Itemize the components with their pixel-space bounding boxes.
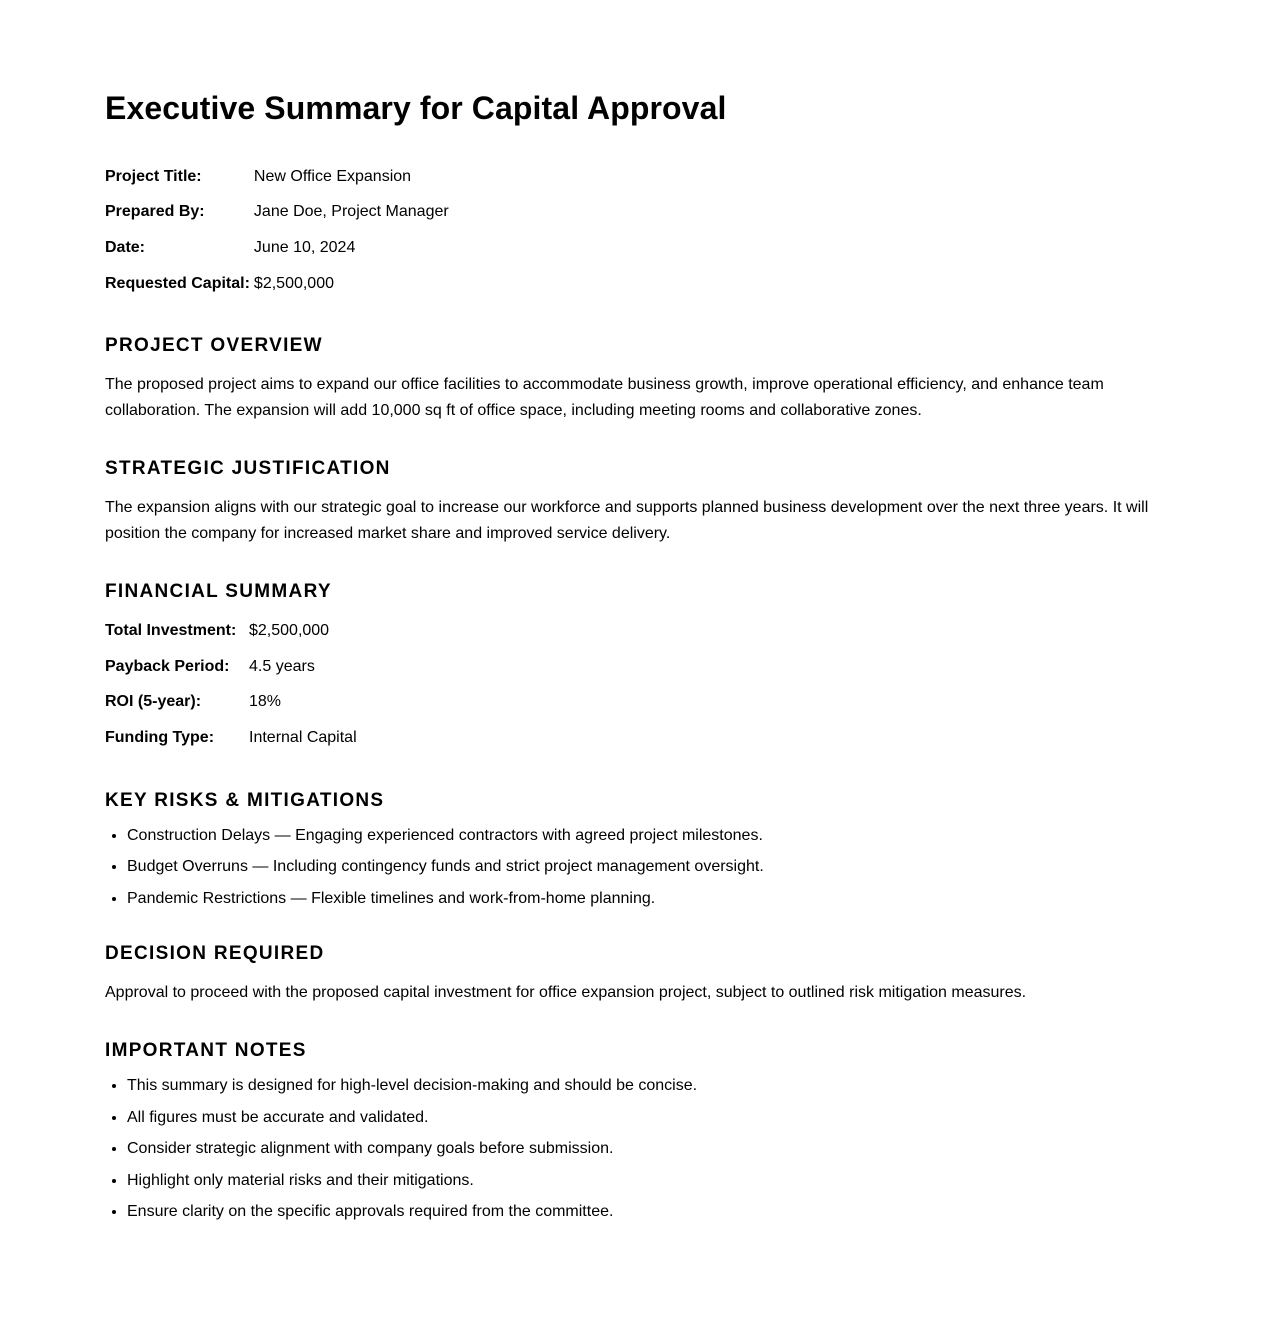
project-overview-heading: PROJECT OVERVIEW: [105, 335, 323, 357]
roi-label: ROI (5-year):: [105, 693, 202, 711]
list-item: • All figures must be accurate and validated.: [127, 1108, 1165, 1128]
total-investment-value: $2,500,000: [249, 622, 330, 640]
roi-value: 18%: [249, 693, 282, 711]
list-item: • Highlight only material risks and their mitigations.: [127, 1171, 1165, 1191]
key-risks-heading: KEY RISKS & MITIGATIONS: [105, 789, 385, 811]
section-key-risks: [105, 789, 1165, 909]
important-notes-list: [105, 1076, 1165, 1222]
project-title-value: New Office Expansion: [253, 167, 412, 185]
financial-row-roi: [105, 685, 357, 721]
project-title-label: Project Title:: [105, 167, 202, 185]
total-investment-label: Total Investment:: [105, 622, 237, 640]
section-important-notes: [105, 1039, 1165, 1222]
meta-row-prepared-by: [105, 195, 449, 231]
list-item: • Consider strategic alignment with company goals before submission.: [127, 1139, 1165, 1159]
meta-row-requested-capital: [105, 266, 449, 302]
date-label: Date:: [105, 238, 146, 256]
funding-type-value: Internal Capital: [249, 728, 357, 746]
financial-summary-table: [105, 613, 357, 755]
list-item: • Pandemic Restrictions — Flexible timelines and work-from-home planning.: [127, 889, 1165, 909]
meta-row-project-title: [105, 159, 449, 195]
project-meta-table: [105, 159, 449, 301]
financial-row-funding-type: [105, 720, 357, 756]
date-value: June 10, 2024: [253, 238, 356, 256]
list-item: • Ensure clarity on the specific approvals required from the committee.: [127, 1202, 1165, 1222]
funding-type-label: Funding Type:: [105, 728, 215, 746]
payback-period-label: Payback Period:: [105, 657, 230, 675]
section-project-overview: [105, 334, 1165, 424]
financial-summary-heading: FINANCIAL SUMMARY: [105, 581, 332, 603]
payback-period-value: 4.5 years: [249, 657, 315, 675]
page-title: Executive Summary for Capital Approval: [105, 90, 727, 126]
key-risks-list: [105, 826, 1165, 909]
section-decision-required: [105, 942, 1165, 1006]
prepared-by-label: Prepared By:: [105, 203, 205, 221]
decision-required-heading: DECISION REQUIRED: [105, 942, 325, 964]
strategic-justification-text: The expansion aligns with our strategic goal to increase our workforce and supports planned business development over the next three years. It will position the company for increased market share and improved service delivery.: [105, 499, 1149, 543]
project-overview-text: The proposed project aims to expand our office facilities to accommodate business growth, improve operational efficiency, and enhance team collaboration. The expansion will add 10,000 sq ft of office space, including meeting rooms and collaborative zones.: [105, 376, 1104, 420]
section-financial-summary: [105, 580, 1165, 755]
prepared-by-value: Jane Doe, Project Manager: [253, 203, 449, 221]
requested-capital-value: $2,500,000: [253, 274, 334, 292]
important-notes-heading: IMPORTANT NOTES: [105, 1039, 307, 1061]
financial-row-total-investment: [105, 613, 357, 649]
section-strategic-justification: [105, 457, 1165, 547]
decision-required-text: Approval to proceed with the proposed capital investment for office expansion project, subject to outlined risk mitigation measures.: [105, 983, 1027, 1001]
list-item: • Construction Delays — Engaging experienced contractors with agreed project milestones.: [127, 826, 1165, 846]
list-item: • This summary is designed for high-level decision-making and should be concise.: [127, 1076, 1165, 1096]
list-item: • Budget Overruns — Including contingency funds and strict project management oversight.: [127, 857, 1165, 877]
meta-row-date: [105, 230, 449, 266]
requested-capital-label: Requested Capital:: [105, 274, 250, 292]
strategic-justification-heading: STRATEGIC JUSTIFICATION: [105, 458, 391, 480]
financial-row-payback-period: [105, 649, 357, 685]
